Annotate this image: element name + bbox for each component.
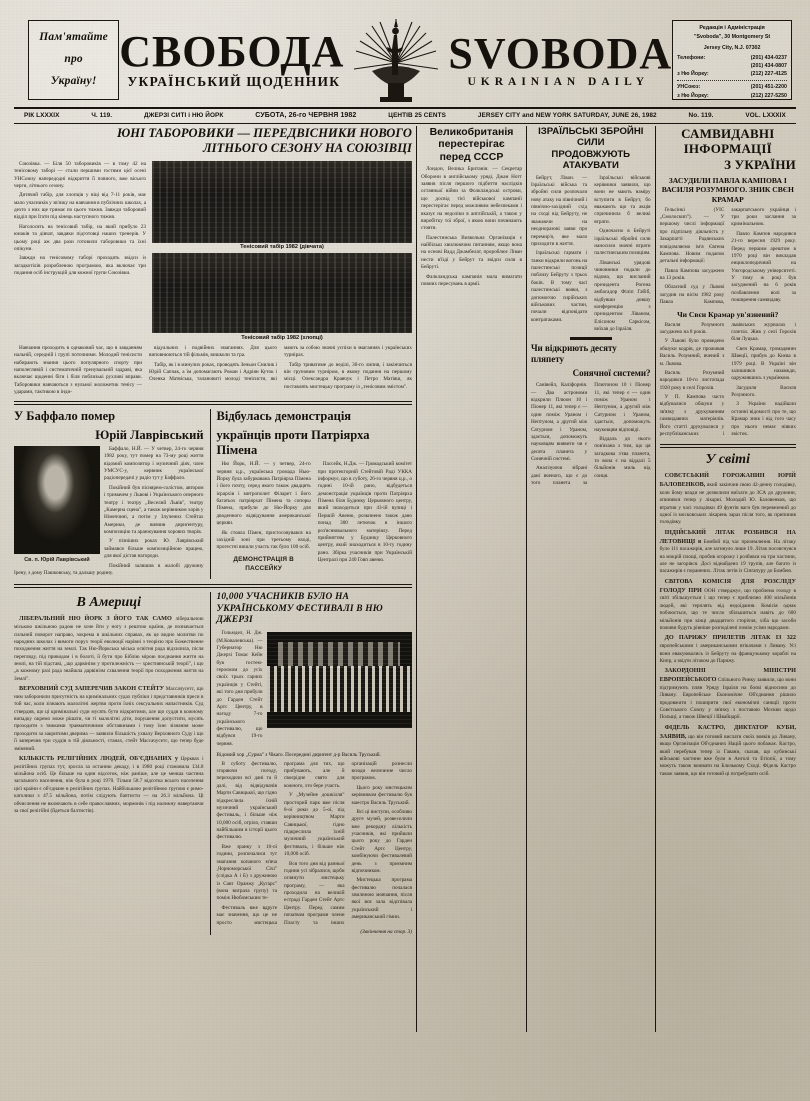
israel-headline [531,126,651,172]
obituary-block [14,409,204,579]
dateline-date-uk: СУБОТА, 26-го ЧЕРВНЯ 1982 [255,111,357,119]
paragraph: З України надійшли останні відомості про те, що Крамар зник і від того часу про нього немає ніяких звісток. [731,401,796,437]
remember-line-3: Україну! [50,74,97,87]
america-section [14,592,204,935]
contact-phone-label: з Ню Йорку: [677,71,709,78]
nameplate-ukrainian [119,27,348,90]
stage-banner [278,642,400,668]
samvydav-subhead-1: ЗАСУДИЛИ ПАВЛА КАМПОВА І ВАСИЛЯ РОЗУМНОГО. ЗНИК СВЄН КРАМАР [661,176,794,204]
paragraph: Ізраїльські гармати і танки відкрили вогонь на палестинські позиції поблизу Бейруту з трьох боків. В тому часі палестинські вояки, з допомогою сирійських військових частин, почали відповідати контратаками. [530,250,588,323]
festival-photo-wrap [267,630,413,750]
nameplate [119,16,672,104]
america-item [14,755,204,815]
contact-phone-value: (201) 434-0807 [750,62,787,69]
contact-phone-row [677,62,787,70]
paragraph: Наголосять на тенісовий табір, на який прибуло 23 юнаків та дівчат, завдяки підготовці наших тренерів. У цьому році аж два рази готовили таборовики та їхні опікуни. [14,223,146,252]
lead-story-photos [152,161,412,344]
remember-line-1: Пам'ятайте [39,31,108,44]
world-item [660,472,796,526]
dateline-issue-en: No. 119. [688,111,714,119]
column-israel [531,126,651,1032]
contact-phone-label: УНСоюз: [677,84,701,91]
festival-headline: 10,000 УЧАСНИКІВ БУЛО НА УКРАЇНСЬКОМУ ФЕСТИВАЛІ В НЮ ДЖЕРЗІ [216,592,383,625]
paragraph: Одночасно в Бейруті ізраїльські збройні сили наносили значні втрати палестинським позиціям. [594,228,651,257]
paragraph: Ізраїльські військові керівники заявили, що вони не мають наміру вступити в Бейрут, бо вважають що та акція спричинила б великі втрати. [594,174,651,225]
america-items [14,615,204,815]
paragraph: Павло Кампов народився 21-го вересня 1929 року. Перед першим арештом в 1970 році він викладав енциклопедичний на Ужгородському університеті. У тому ж році був засуджений на 6 років позбавлення волі за поширення самвидаву. [731,230,796,304]
america-item-lead: КІЛЬКІСТЬ РЕЛІГІЙНИХ ЛЮДЕЙ, ОБ'ЄДНАНИХ у [19,754,178,762]
paragraph: Покійний залишив в жалобі дружину Ірену, з дому Пашковську, та дальшу родину. [14,562,204,576]
world-item-lead: ДО ПАРИЖУ ПРИЛЕТІВ ЛІТАК ІЗ 322 [664,634,796,642]
dateline-price: ЦЕНТІВ 25 CENTS [388,111,446,119]
dateline-volume-uk: РІК LXXXIX [24,111,60,119]
paragraph: Фалкландська кампанія мала вимагати повних пересувань в армії. [421,273,522,287]
column-rule [210,592,211,935]
paragraph: Засудили Василя Розумного. [731,384,796,399]
contact-box [672,20,792,100]
world-item-lead: ЗАКОРДОННІ МІНІСТРИ ЕВРОПЕЙСЬКОГО [659,667,796,684]
paragraph: У пізніших роках Ю. Лаврівський займався більше композиційною працею, для якої дістав нагороди. [104,538,204,560]
america-item-text: ліберальною міською шкільною радою не хоче йти у ногу з рештою країни, де позначається сильний поворот направо, зокрема в шкільних справах, як це видно молитви по народних школах і вимоги порух теорії еволюції нарівні з теорією про Божественне походження життя на землі. Так Ню-Йоркська міська освітня рада відхилила, після перегляду, під приводом і в болоті, її бути про Біблію мірою поєднання життя на землі, на тій підставі, „що дарвінізм у протилежність — християнській теорії", і що „в кожному разі рада знайшла дарвінізм схвалення теорії про походження життя на Землі". [14,616,204,682]
section-divider [660,444,796,448]
america-item [14,615,204,683]
world-item [660,634,796,665]
festival-section [217,592,413,935]
paragraph: Санівейл, Каліфорнія. — Два астрономи відкрили Плюон 10 і Піонер 11, які тепер є — один поміж Ураном і Нептуном, а другий між Сатурном і Ураном, здається, допоможуть науковцям виявити чи є десята планета у Сонячній системі. [530,382,588,463]
world-item [660,578,796,632]
world-item-text: Бомбей під час приземлення. На літаку було 111 пасажирів, але загинуло лише 19. Літак посовгнувся на мокрій площі, пробив огорожу і розбився на три частини, але не загорівся. Досі віднайдено 19 трупів, але багато із пасажирів є поранених. Літак летів із Сінґапуру до Бомбею. [659,538,796,575]
contact-phone-row [677,92,787,100]
world-item [660,529,796,576]
paper-title-latin: SVOBODA [448,29,673,78]
tennis-camp-boys-photo [152,253,412,333]
world-item-lead: СОВЄТСЬКИЙ ГОРОЖАНИН ЮРІЙ БАЛОВЕНКОВ, [659,472,796,489]
world-items [660,472,796,778]
contact-phone-label: Телефони: [677,54,706,61]
masthead-rule-bottom [14,123,796,124]
paragraph: Вся того дня від ранньої години усі зібралися, щоби оглянути мистецьку програму, — яка проходила на великій естраді Гарден Стейт Артс Центру. Перед самим початком програми члени Пласту та інших організацій рознесли всюди величезне число програмок. [284,760,413,926]
paragraph: Завжди на тенісовому таборі проходять звідси із загадкотілів розробленою програмою, яка включає три подання осіб інструкцій для кожної групи Союзівки. [14,255,146,277]
paragraph: Ліванські урядові чиновники подали до відома, що висланий президента Рогена амбасадор Філіп Габіб, відбувши довшу конференцію з президентом Ліваном, Елісоном Саркісом, виїхав до Ізраїля. [594,259,651,333]
dateline [14,109,796,121]
samvydav-subhead-2: Чи Свєн Крамар ув'язнений? [677,309,779,319]
planet-text [531,382,651,487]
demonstration-headline-line-2: українців проти Патріярха Пімена [216,427,370,457]
column-rule [655,126,656,1032]
contact-phone-value: (201) 451-2200 [750,84,787,91]
section-divider [14,584,412,588]
contact-phone-value: (212) 227-4125 [750,71,787,78]
paper-subtitle-latin: UKRAINIAN DAILY [467,76,650,88]
britain-headline [421,126,522,164]
lead-headline-line-1: ЮНІ ТАБОРОВИКИ — ПЕРЕДВІСНИКИ НОВОГО [117,125,412,140]
world-item [660,724,796,778]
dateline-volume-en: VOL. LXXXIX [745,111,786,119]
world-item-text: Спільного Ринку заявили, що вони підтримують плян Уряду Ізраїля на боєві відносини до Ливану. Европейське Економічне Об'єднання рішило продовжити і поширити свої економічні санкції проти Совєтського Союзу у зв'язку з поставою Москви щодо Польщі, а також Швеції і Швайцарії. [659,677,796,721]
column-rule [416,126,417,1032]
britain-headline-line-2: перестерігає [438,138,505,151]
contact-phone-value: (201) 434-0237 [750,54,787,61]
world-item-text: що він готовий вислати своїх вояків до Ливану, якщо Організація Об'єднаних Націй цього побажає. Кастро, який перебував тепер із Гавани, сказав, що кубинські військові частини вже були в Анголі та Етіопії, а тому можуть також воювати на Близькому Сході. Фідель Кастро також заявив, що він готовий ці потребувати осіб. [659,733,797,777]
paragraph: У П. Кампова часто відбувалися обшуки у зв'язку з друкуванням самвидавних матеріялів. Його статті друкувалися у республіканських і львівських журналах і газетах. Жив у селі Горохів біля Луцька. [659,321,796,437]
britain-headline-line-1: Великобританія [429,125,514,138]
contact-phone-value: (212) 227-5250 [750,92,787,99]
lead-story-text-bottom [14,345,412,397]
column-rule [210,409,211,579]
contact-phone-row [677,54,787,62]
paragraph: Покійний був піснярем-солістом, автором і тримачем у Львові і Українського оперного театру і театру „Веселий Львів", театру „Камерна сцена", а також керівником хорів у Німеччині, а потім у Злучених Стейтах Америки, де вивчив дириґентуру, композицію та аранжування хорових творів. [104,484,204,536]
paragraph: Гельсінкі (УІС „Смолоскип"). — У першому числі інформації про підпільну діяльність у Закарпатті Радянських повідомляємо ім'я Євгена Кампова. Новим подаємо детальні інформації: [659,206,725,265]
contact-heading: Редакція і Адміністрація [699,25,765,31]
planet-headline-line-2: Сонячної системи? [572,368,651,379]
world-item-text: який закінчив свою 42-денну голодівку, коли йому влади не дозволили виїхати до ЗСА до дружини, опинився тепер у лікарні. Молодий Ю. Баловенков, що втратив у часі голодівки 49 фунтів ваги був перевезений до одної із московських лікарень зараз після того, як припинив голодівку. [659,482,796,526]
samvydav-text-part-2 [660,322,796,440]
festival-text-left [217,630,263,750]
paragraph: Вже зранку з 10-ої години, розпочалися тут змагання копаного м'яча „Чорноморської Січі" (слідка А і Б) з дружиною із Савт Оранжу „Кугарс" (вона виграла групу) та поміж Нюбомським те- [216,843,278,902]
dateline-issue-uk: Ч. 119. [91,111,113,119]
america-item [14,685,204,753]
paragraph: Дитячий табір, для хлопців у віці від 7-11 років, має мало учасників у зв'язку на навчання в публічних школах, а дехто з них ще тримає по цього тижня. Завжди таборовий відділ при Ігати під кінець наступного тижня. [14,192,146,221]
statue-emblem-icon [350,17,442,103]
samvydav-headline [660,126,796,173]
obituary-headline-line-1: У Баффало помер [14,409,116,424]
festival-text [217,761,413,927]
column-rule [526,126,527,1032]
israel-text [531,175,651,334]
paragraph: Бейрут, Ліван. — Ізраїльські війська та збройні сили розпочали нову атаку на північний і північно-західний схід на сході від Бейруту, не зважаючи на неодноразові заяви про перемир'я, яке мало приходити в життя. [530,174,588,247]
paragraph: відуальних і подвійних змаганнях. Для цього виповнюються тій фільмів, вишколи та гра. [149,344,277,359]
paragraph: Василь Розумний народився 10-го листопада 1920 року в селі Горохів. [659,369,725,391]
paragraph: Як стояла Пімен, пристосовувався на західній зоні при третьому вході, прогестні вишли участь так було 100 осіб. [216,529,311,551]
demonstration-subhead: ДЕМОНСТРАЦІЯ В ПАССЕЙКУ [233,555,294,572]
america-item-lead: ВЕРХОВНИЙ СУД ЗАПЕРЕЧИВ ЗАКОН СТЕЙТУ [19,685,165,693]
paragraph: Свєн Крамар, громадянин Швеції, прибув до Києва в 1979 році. В Україні він залишився назавжди, одружившись з українкою. [731,345,796,382]
paragraph: Палестинська Визвольна Організація є найбільш хвилюючим питанням, якщо вона на основі Вадд Джамбелат, пророблює Ліван нести в'їзді у Бейрут та звідси сили в Бейруті. [421,234,522,271]
america-item-lead: ЛІБЕРАЛЬНИЙ НЮ ЙОРК З ЙОГО ТАК САМО [19,615,172,623]
paragraph: Фестиваль вже вдруге має значення, що це не просто мистецька програма для тих, що прибувають, але й своєрідне свято для кожного, хто бере участь. [216,760,345,926]
world-item-lead: ІНДІЙСЬКИЙ ЛІТАК РОЗБИВСЯ НА ЛЕТОВИЩІ в [659,528,796,545]
remember-ukraine-box [28,20,119,100]
contact-phone-label [677,62,681,70]
festival-continued-note: (Закінчення на стор. 3) [360,928,413,935]
world-item-text: ООН стверджує, що проблема голоду в світі збільшується і що тепер є приблизно 400 мільйонів людей, які терплять від недоїдання. Комісія однак побоюється, що те число збільшиться навіть до 600 мільйонів при кінці двадцятого сторіччя, хіба що засоби поживи будуть рівніше розподілені поміж усіми народами. [659,587,797,631]
paragraph: В суботу фестивалю, згоряючи погоду, переходили всі дані та й далі, від відвідувачів Марти Савицької, що гідно підкреслила їхній музичний український фестиваль, і більше ніж 10,000 осіб, огріло, ставши найбільшим в історії цього фестивалю. [216,760,278,841]
paragraph: Союзівка. — Біля 50 таборовиків — в тому 42 на тенісовому таборі — стали першими гостями цієї осені УНСоюзу напередодні відкриття її повного, вже вісього черги, літнього сезону. [14,160,146,189]
britain-text [421,166,522,288]
paragraph: Віддаль до нього пов'язана з тим, що ця загадкова з'єва планета, то вона є на віддалі 5 більйонів миль від сонця. [594,435,651,479]
tennis-camp-boys-caption: Тенісовий табір 1982 (хлопці) [241,334,323,341]
paragraph: Лондон, Велика Британія. — Секретар Оборони в англійському уряді, Джан Нотт заявив після першого підбиття наслідків останньої війни за Фолкландські острови, що досвід тієї військової кампанії перестерігає перед можливим небезпеками і вказує на недоліки в англійській, а також у виробітку тої зброї, з якою вони починають стояти. [421,166,522,232]
contact-phone-row [677,70,787,78]
contact-phone-label: з Ню Йорку: [677,92,709,99]
section-divider [14,401,412,405]
contact-divider [677,80,787,81]
paragraph: Обласний суд у Львові засудив на вісім 1982 року Павла Кампова, закарпатського українця і три роки заслання за кримінальною. [659,206,796,306]
paragraph: Цього року мистецьким керівником фестивалю був маестро Василь Труський. [351,784,413,806]
paragraph: Василя Розумного засуджено на 8 років. [659,321,725,336]
paper-title-cyrillic: СВОБОДА [119,27,345,76]
paper-subtitle-cyrillic: УКРАЇНСЬКИЙ ЩОДЕННИК [127,74,341,89]
paragraph: У „Музейне дошкілля" просторий парк вже після 8-ої роки до 5-ої, під керівництвом Марти Савицької, гідно підкреслила їхній музичний український фестиваль, і більше ніж 10,000 осіб. [284,792,345,858]
masthead [14,16,796,104]
column-britain [421,126,522,1032]
obituary-headline-line-2: Юрій Лаврівський [95,427,204,442]
paragraph: Баффало, Н.Й. — У четвер, 24-го червня 1982 року, тут помер на 73-му році життя відомий композитор і музичний діяч, член УМСУС-у, кервник української радіопередачі у радіо тут у Баффало. [104,445,204,482]
festival-photo-caption: Відомий хор „Сурма" з Чікаґо. Посередині дириґент д-р Василь Труський. [216,751,381,758]
world-section-title: У світі [705,452,750,468]
contact-address-line-2: Jersey City, N.J. 07302 [703,44,761,51]
column-samvydav [660,126,796,1032]
world-item-lead: ФІДЕЛЬ КАСТРО, ДИКТАТОР КУБИ, ЗАЯВИВ, [659,723,796,740]
contact-phone-row [677,83,787,91]
america-item-text: Церквах і релігійних групах тут, зросла за останню декаду, і в 1980 році становила 134.8 мільйона осіб. Це більше на один відсоток, ніж раніше, але це менша частина загального населення, ніж була в році 1970. Тільки 58.7 відсотка всього населення цієї країни є об'єднане в релігійних групах. Найбільшою релігійною групою є римо-католики з 47.5 мільйона, потім слідують баптисти — на 26.3 мільйона. Ці обчислення не включають в себе православних, мормонів і під належну навертаючи за свої релігійні (йдеться балтистів). [14,755,204,814]
lead-story-headline [14,126,412,157]
nameplate-english [444,29,673,88]
samvydav-headline-line-2: З УКРАЇНИ [724,156,796,172]
demonstration-headline-line-1: Відбулась демонстрація [216,409,352,424]
planet-headline-line-1: Чи відкриють десяту пляпету [530,343,617,365]
britain-headline-line-3: перед СССР [439,150,504,163]
samvydav-headline-line-1: САМВИДАВНІ ІНФОРМАЦІЇ [681,125,775,157]
israel-headline-line-1: ІЗРАЇЛЬСЬКІ ЗБРОЙНІ СИЛИ [538,125,644,149]
america-item-text: Массачусетс, що ним заборонили присутність на кримінальних судах публіки і представників преси в той час, коли зізнають малолітні жертви проти їхніх сексуальних напастників. Суд ствердив, що ці кримінальні суди мусять бути відкритими, але що суддя в кожному випадку окремо може рішати, чи ті малолітні діти, порушення допустити, мусять проходити з тяжкими травматичними обставинами і тому їхнє зізнання може проходити за закритими дверима — заявили більшість ухвалу Верховного Суду і що її заперечив три суддів в тій діяльності, станах, стейт Массачусетс, що тепер буде змінений. [14,686,204,752]
paragraph: Всі ці виступи, особливо друге музей, розвеселили вже рекордну кількість учасників, які прийшли цього року до Гарден Стейт Артс Центру, комбінуючи фестивалевий день з приємним відпочинком. [351,808,413,874]
choir-rows [267,666,413,712]
america-section-title: В Америці [76,595,141,611]
demonstration-block [217,409,413,579]
world-item-text: європейськими і американськими втікачами з Ливану. Усі вони евакуювались із Бейруту на французькому кораблі на Кипр, а звідти літаком до Парижу. [659,643,796,664]
lead-story-text-left [14,161,146,344]
demonstration-text [217,461,413,573]
paragraph: Мистецька програма фестивалю почалася хвилиною мовчання, після якої вся зала відспівала український і американський гімни. [351,877,413,921]
remember-line-2: про [64,53,83,66]
story-separator-rule [570,337,612,340]
dateline-place-en: JERSEY CITY and NEW YORK SATURDAY, JUNE 26, 1982 [477,111,657,119]
paragraph: Ню Йорк, Н.Й. — у четвер, 24-го червня ц.р., українська громада Нью-Йорку була забуркована Патріярха Пімена і його почту, серед якого також двадцять ієрархів і митрополит Філарет і його багатьох патріярхат Пімена та сопоры Пімена, прибули до Ню-Йорку для дводенного відвідування американської церкви. [216,461,311,527]
lavrivsky-portrait-caption: Св. п. Юрій Лаврівський [24,556,90,563]
paragraph: Аналізуючи зібрані дані вченого, що є до того планета за Плютоном 10 і Піонер 11, які тепер є — один поміж Ураном і Нептуном, а другий між Сатурном і Ураном, здається, допоможуть науковцям відповіді. [530,382,651,487]
paragraph: Гольмдел, Н. Дж. (М.Ковалевська). — Губернатор Ню Джерзі Томас Кейн був гостем-героємом до усіх своїх трьох гарних українців у Стейті, які того дня прибули до Гарден Стейт Артс Центру, в нагоду 7-го українського фестивалю, що відбувся 19-го червня. [216,630,263,747]
samvydav-text-part-1 [660,207,796,307]
tennis-camp-girls-photo [152,161,412,243]
lead-headline-line-2: ЛІТНЬОГО СЕЗОНУ НА СОЮЗІВЦІ [202,141,412,156]
paragraph: У Львові було проведено обшуки кодрів, де проживав Василь Розумний, вчений з м. Львова. [659,338,725,367]
festival-choir-photo [267,632,413,728]
tennis-camp-girls-caption: Тенісовий табір 1982 (дівчата) [240,244,324,251]
content-grid [14,126,796,1032]
paragraph: Табір, як і в минулих роках, проводять Зеньон Снилик і Юрій Сапчак, а їм допомагають Роман і Адріян Куток і Оленка Матвіська, талановиті молоді тенісисти, які мають за собою значні успіхи в змаганнях і українських турнірах. [149,344,412,383]
paragraph: Пассейк, Н.Дж. — Громадський комітет при протекторній Стейтовій Раді УККА інформує, що в суботу, 26-го червня ц.р., о годині 10-ій рано, відбудеться демонстрація українців проти Патріярха Пімена біля Будинку Церковного центру, який знаходиться при 43-ій вулиці і Першій Авеню, розкинено також дано понад 300 летючок в іншого роз'яснювального матеріялу. Перед прийняттям у Будинку Церковного центру, який знаходиться в 10-ту годину рано. Збірка учасників при Українській Централі при 240 Говп авеню. [317,461,413,564]
column-left [14,126,412,1032]
paragraph: Табір триватиме до неділі, 30-го липня, і закінчиться він груповим турніром, в якому подання на першому місці. Олександра Кравчук і Петро Матіяш, як поставлять мистецьку програму із „тенісовим змістом". [284,361,412,390]
world-item [660,667,796,721]
israel-headline-line-2: ПРОДОВЖУЮТЬ АТАКУВАТИ [551,148,631,172]
dateline-place-uk: ДЖЕРЗІ СИТІ і НЮ ЙОРК [144,111,224,119]
paragraph: Навчання проходить в однаковий час, що в завданням нальній, середній і групі поточними. Молодий тенісисти набирають знання цього популярного спорту при наполегливій і систематичній тренувальній задраві, яка включає щоденні біги і біля поблизькі рухливі вправи. Таборовики навчаються з нульної жоложетик тенісу — ударами, тактикою в інди- [14,344,142,396]
paragraph: Павла Кампова засуджено на 13 років. [659,267,725,282]
obituary-text [14,446,204,577]
contact-address-line-1: "Svoboda", 30 Montgomery St [693,34,771,41]
lavrivsky-portrait-photo [14,446,100,554]
world-item-lead: СВІТОВА КОМІСІЯ ДЛЯ РОЗСЛІДУ ГОЛОДУ ПРИ [659,577,796,594]
